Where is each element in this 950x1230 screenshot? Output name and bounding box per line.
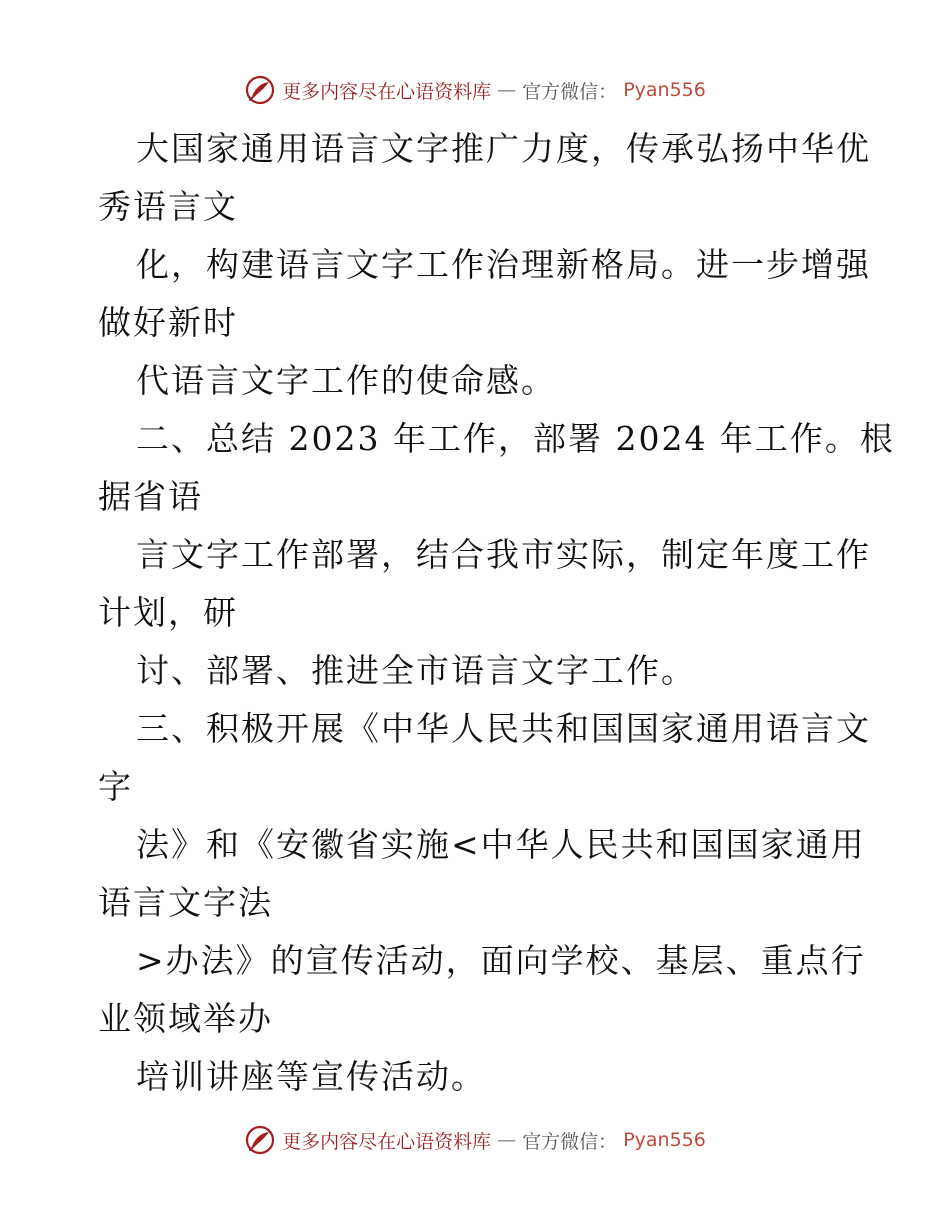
pen-logo-icon [244, 74, 276, 106]
banner-content [244, 74, 706, 106]
banner-content [244, 1124, 706, 1156]
text-line: 秀语言文 [98, 187, 238, 226]
text-line: 做好新时 [98, 303, 238, 342]
banner-separator: — [497, 1129, 517, 1151]
text-line: 业领域举办 [98, 999, 273, 1038]
footer-banner [0, 1120, 950, 1160]
text-line: 大国家通用语言文字推广力度，传承弘扬中华优 [136, 129, 871, 168]
banner-wechat-id: Pyan556 [623, 1129, 706, 1151]
text-line: 化，构建语言文字工作治理新格局。进一步增强 [136, 245, 871, 284]
text-line: 培训讲座等宣传活动。 [136, 1057, 486, 1096]
text-line: 讨、部署、推进全市语言文字工作。 [136, 651, 696, 690]
text-line: 代语言文字工作的使命感。 [136, 361, 556, 400]
banner-site-text: 更多内容尽在心语资料库 [282, 1130, 492, 1153]
text-line: 字 [98, 767, 133, 806]
banner-separator: — [497, 79, 517, 101]
banner-wechat-id: Pyan556 [623, 79, 706, 101]
pen-logo-icon [244, 1124, 276, 1156]
text-line: 法》和《安徽省实施<中华人民共和国国家通用 [136, 825, 866, 864]
text-line: 计划，研 [98, 593, 238, 632]
text-line: 三、积极开展《中华人民共和国国家通用语言文 [136, 709, 871, 748]
text-line: 二、总结 2023 年工作，部署 2024 年工作。根 [136, 419, 895, 458]
text-line: 言文字工作部署，结合我市实际，制定年度工作 [136, 535, 871, 574]
document-body [98, 120, 895, 1106]
text-line: 语言文字法 [98, 883, 273, 922]
header-banner [0, 70, 950, 110]
banner-wechat-label: 官方微信： [522, 1130, 618, 1153]
text-line: >办法》的宣传活动，面向学校、基层、重点行 [136, 941, 866, 980]
banner-site-text: 更多内容尽在心语资料库 [282, 80, 492, 103]
banner-wechat-label: 官方微信： [522, 80, 618, 103]
text-line: 据省语 [98, 477, 203, 516]
